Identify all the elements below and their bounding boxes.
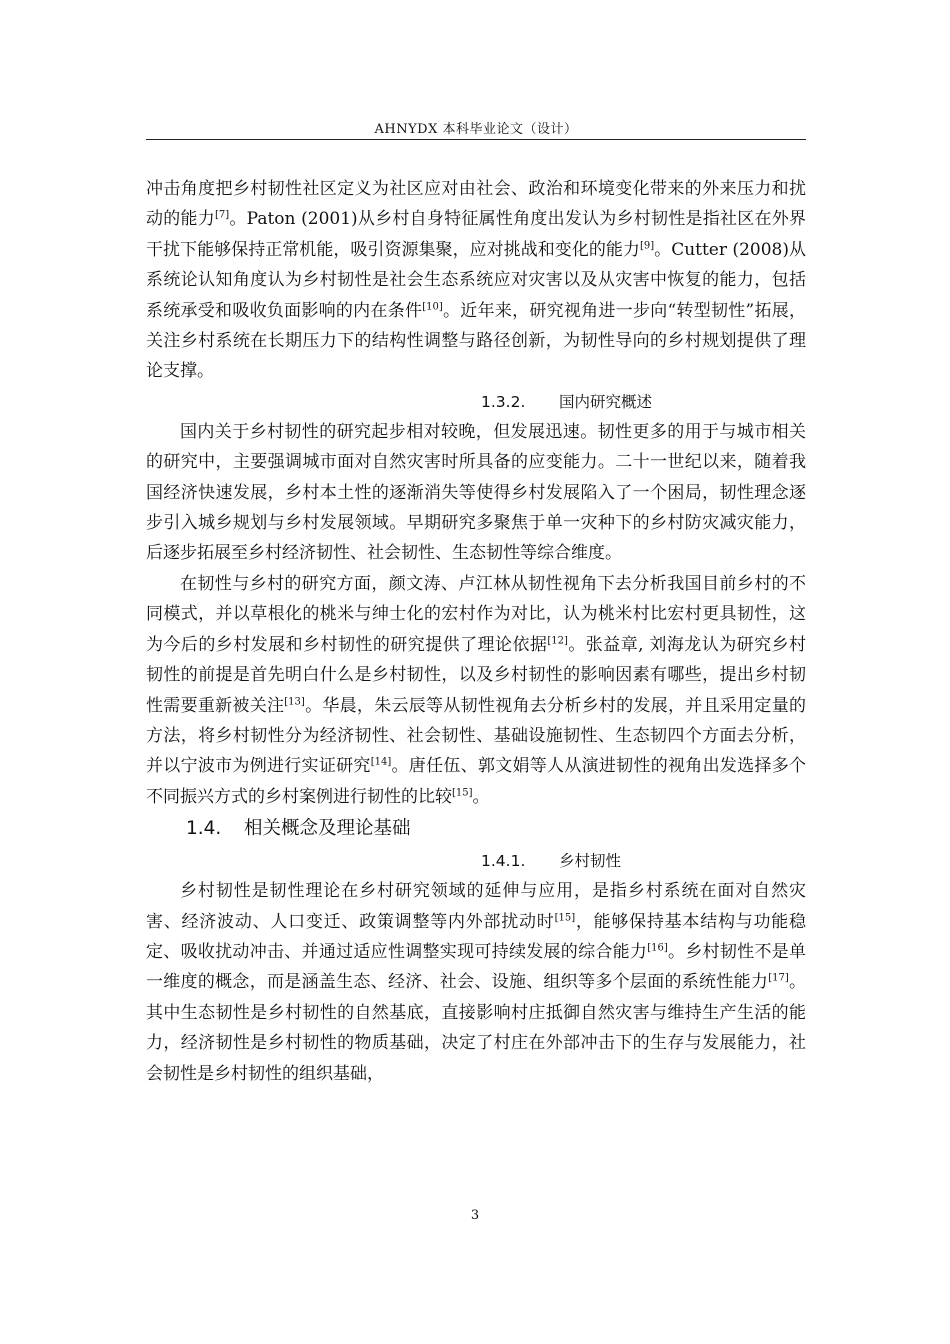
paragraph-domestic-studies: 在韧性与乡村的研究方面，颜文涛、卢江林从韧性视角下去分析我国目前乡村的不同模式，并以草根化的桃米与绅士化的宏村作为对比，认为桃米村比宏村更具韧性，这为今后的乡村发展和乡村韧性的研究提供了理论依据[12]。张益章, 刘海龙认为研究乡村韧性的前提是首先明白什么是乡村韧性，以及乡村韧性的影响因素有哪些，提出乡村韧性需要重新被关注[13]。华晨，朱云辰等从韧性视角去分析乡村的发展，并且采用定量的方法，将乡村韧性分为经济韧性、社会韧性、基础设施韧性、生态韧四个方面去分析，并以宁波市为例进行实证研究[14]。唐任伍、郭文娟等人从演进韧性的视角出发选择多个不同振兴方式的乡村案例进行韧性的比较[15]。 [146, 573, 807, 807]
citation: [16] [647, 942, 668, 954]
header-rule [146, 139, 806, 140]
body-content [146, 174, 806, 1089]
paragraph-domestic-overview: 国内关于乡村韧性的研究起步相对较晚，但发展迅速。韧性更多的用于与城市相关的研究中，主要强调城市面对自然灾害时所具备的应变能力。二十一世纪以来，随着我国经济快速发展，乡村本土性的逐渐消失等使得乡村发展陷入了一个困局，韧性理念逐步引入城乡规划与乡村发展领域。早期研究多聚焦于单一灾种下的乡村防灾减灾能力，后逐步拓展至乡村经济韧性、社会韧性、生态韧性等综合维度。 [146, 421, 806, 564]
section-title: 相关概念及理论基础 [244, 818, 411, 840]
citation: [13] [284, 695, 305, 707]
paragraph-rural-resilience: 乡村韧性是韧性理论在乡村研究领域的延伸与应用，是指乡村系统在面对自然灾害、经济波动、人口变迁、政策调整等内外部扰动时[15]，能够保持基本结构与功能稳定、吸收扰动冲击、并通过适应性调整实现可持续发展的综合能力[16]。乡村韧性不是单一维度的概念，而是涵盖生态、经济、社会、设施、组织等多个层面的系统性能力[17]。其中生态韧性是乡村韧性的自然基底，直接影响村庄抵御自然灾害与维持生产生活的能力，经济韧性是乡村韧性的物质基础，决定了村庄在外部冲击下的生存与发展能力，社会韧性是乡村韧性的组织基础， [146, 881, 807, 1084]
citation: [15] [554, 911, 576, 923]
citation: [9] [639, 240, 655, 252]
section-title: 乡村韧性 [559, 852, 622, 871]
section-heading-1-3-2 [146, 387, 806, 417]
section-number: 1.4. [186, 818, 222, 840]
section-heading-1-4-1 [146, 846, 806, 876]
citation: [10] [422, 300, 443, 312]
citation: [12] [547, 635, 568, 647]
running-header: AHNYDX 本科毕业论文（设计） [374, 122, 578, 137]
section-heading-1-4 [146, 812, 806, 846]
page-number: 3 [470, 1208, 480, 1223]
citation: [15] [452, 787, 473, 799]
section-number: 1.4.1. [481, 852, 526, 871]
citation: [7] [214, 209, 230, 221]
citation: [17] [768, 972, 789, 984]
section-title: 国内研究概述 [559, 392, 653, 411]
citation: [14] [370, 756, 392, 768]
paragraph-intro-continuation: 冲击角度把乡村韧性社区定义为社区应对由社会、政治和环境变化带来的外来压力和扰动的能力[7]。Paton (2001)从乡村自身特征属性角度出发认为乡村韧性是指社区在外界干扰下能够保持正常机能，吸引资源集聚，应对挑战和变化的能力[9]。Cutter (2008)从系统论认知角度认为乡村韧性是社会生态系统应对灾害以及从灾害中恢复的能力，包括系统承受和吸收负面影响的内在条件[10]。近年来，研究视角进一步向“转型韧性”拓展，关注乡村系统在长期压力下的结构性调整与路径创新，为韧性导向的乡村规划提供了理论支撑。 [146, 179, 806, 382]
section-number: 1.3.2. [481, 392, 526, 411]
